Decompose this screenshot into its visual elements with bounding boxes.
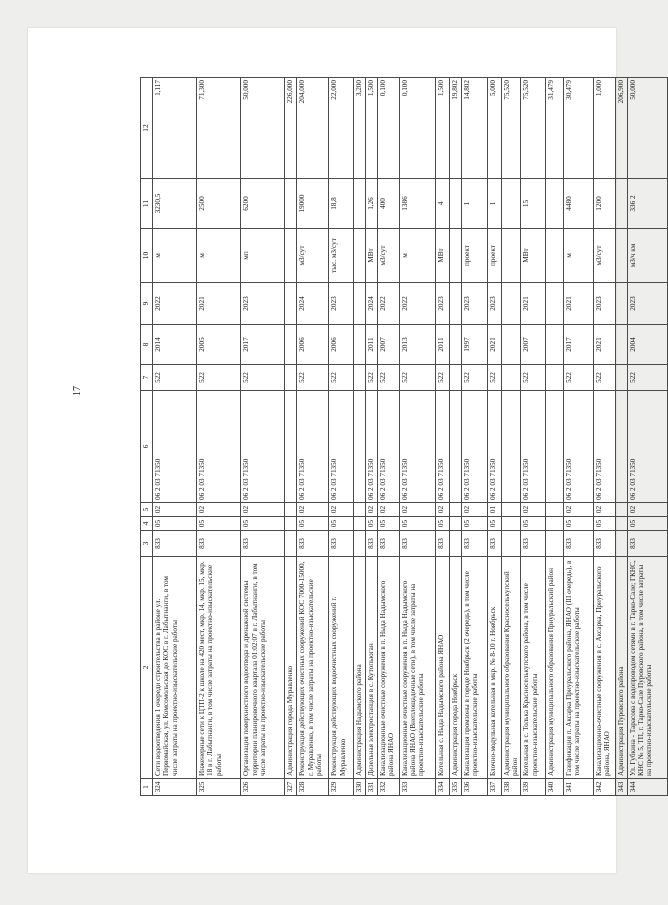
table-cell: 2021 bbox=[563, 283, 593, 325]
table-cell: 833 bbox=[593, 531, 615, 557]
table-cell: 833 bbox=[297, 531, 329, 557]
table-cell: 2500 bbox=[197, 179, 241, 229]
table-cell: 833 bbox=[627, 531, 667, 557]
table-cell: 226,000 bbox=[285, 78, 297, 179]
table-cell: 833 bbox=[329, 531, 353, 557]
table-cell bbox=[545, 179, 563, 229]
table-cell: 2023 bbox=[435, 283, 449, 325]
header-cell: 7 bbox=[141, 365, 153, 391]
table-cell bbox=[449, 365, 461, 391]
table-cell: 326 bbox=[241, 779, 285, 796]
table-cell bbox=[353, 229, 365, 283]
table-cell: 06 2 03 71350 bbox=[461, 391, 487, 503]
table-cell: 522 bbox=[297, 365, 329, 391]
table-cell: 522 bbox=[487, 365, 501, 391]
table-cell: 02 bbox=[593, 503, 615, 517]
table-row bbox=[563, 78, 593, 796]
table-cell: 833 bbox=[461, 531, 487, 557]
table-cell: 206,900 bbox=[615, 78, 627, 179]
table-cell bbox=[501, 283, 521, 325]
table-cell bbox=[615, 503, 627, 517]
table-cell: 330 bbox=[353, 779, 365, 796]
table-row bbox=[461, 78, 487, 796]
table-cell: 2007 bbox=[521, 325, 545, 365]
table-cell bbox=[285, 229, 297, 283]
table-cell: Администрация города Муравленко bbox=[285, 557, 297, 779]
table-cell: Канализационные очистные сооружения в п. Ныда Надымского района ЯНАО (Внеплощадочные сети), в том числе затраты на проектно-изыскательские работы bbox=[399, 557, 435, 779]
table-cell bbox=[285, 503, 297, 517]
table-cell: 30,479 bbox=[563, 78, 593, 179]
table-cell: 522 bbox=[377, 365, 399, 391]
table-cell: 6200 bbox=[241, 179, 285, 229]
table-cell: Канализационно-очистные сооружения в с. Аксарка, Приуральского района, ЯНАО bbox=[593, 557, 615, 779]
table-cell: 2005 bbox=[197, 325, 241, 365]
table-cell: 06 2 03 71350 bbox=[399, 391, 435, 503]
table-cell: 1 bbox=[461, 179, 487, 229]
table-cell: 4480 bbox=[563, 179, 593, 229]
table-cell: 522 bbox=[197, 365, 241, 391]
table-cell bbox=[545, 517, 563, 531]
table-row bbox=[365, 78, 377, 796]
table-cell bbox=[285, 391, 297, 503]
table-row bbox=[501, 78, 521, 796]
table-cell bbox=[501, 325, 521, 365]
table-cell: Администрация Пуровского района bbox=[615, 557, 627, 779]
header-cell: 6 bbox=[141, 391, 153, 503]
table-cell bbox=[545, 283, 563, 325]
table-cell bbox=[615, 179, 627, 229]
table-cell: 522 bbox=[329, 365, 353, 391]
table-cell: 522 bbox=[593, 365, 615, 391]
table-row bbox=[521, 78, 545, 796]
table-cell: Администрация муниципального образования Красноселькупский район bbox=[501, 557, 521, 779]
table-cell: 05 bbox=[153, 517, 197, 531]
table-cell: 06 2 03 71350 bbox=[435, 391, 449, 503]
table-cell: 02 bbox=[627, 503, 667, 517]
table-cell: м bbox=[153, 229, 197, 283]
table-cell bbox=[501, 503, 521, 517]
table-cell bbox=[545, 229, 563, 283]
table-cell bbox=[353, 325, 365, 365]
table-cell: 02 bbox=[563, 503, 593, 517]
table-row bbox=[435, 78, 449, 796]
table-cell: 332 bbox=[377, 779, 399, 796]
header-cell: 8 bbox=[141, 325, 153, 365]
table-cell: 1,117 bbox=[153, 78, 197, 179]
table-cell: 02 bbox=[197, 503, 241, 517]
table-cell: 833 bbox=[365, 531, 377, 557]
table-cell: м3/ч км bbox=[627, 229, 667, 283]
table-cell bbox=[449, 503, 461, 517]
budget-table bbox=[140, 77, 668, 796]
table-cell: 06 2 03 71350 bbox=[297, 391, 329, 503]
table-cell bbox=[285, 325, 297, 365]
table-cell: 02 bbox=[365, 503, 377, 517]
table-cell: 05 bbox=[435, 517, 449, 531]
table-row bbox=[153, 78, 197, 796]
table-cell: 02 bbox=[461, 503, 487, 517]
table-cell: 342 bbox=[593, 779, 615, 796]
table-cell: 1997 bbox=[461, 325, 487, 365]
table-cell bbox=[353, 503, 365, 517]
header-cell: 10 bbox=[141, 229, 153, 283]
table-cell: 2004 bbox=[627, 325, 667, 365]
table-cell: 2024 bbox=[297, 283, 329, 325]
table-row bbox=[545, 78, 563, 796]
table-cell: 02 bbox=[521, 503, 545, 517]
table-cell bbox=[615, 531, 627, 557]
table-cell: Дизельная электростанция в с. Кутопьюган bbox=[365, 557, 377, 779]
header-cell: 1 bbox=[141, 779, 153, 796]
table-cell: 02 bbox=[153, 503, 197, 517]
table-cell bbox=[353, 391, 365, 503]
header-cell: 9 bbox=[141, 283, 153, 325]
table-cell: 2021 bbox=[593, 325, 615, 365]
table-cell: 05 bbox=[563, 517, 593, 531]
table-cell bbox=[615, 283, 627, 325]
table-cell: Организация поверхностного водоотвода и дренажной системы территории планировочного квартала 01:02:07 в г. Лабытнанги, в том числе затраты на проектно-изыскательские работы bbox=[241, 557, 285, 779]
table-cell bbox=[353, 365, 365, 391]
table-cell bbox=[449, 517, 461, 531]
table-cell: Реконструкция действующих водоочистных сооружений г. Муравленко bbox=[329, 557, 353, 779]
rotated-table-wrapper bbox=[140, 78, 668, 796]
table-cell: 2023 bbox=[241, 283, 285, 325]
table-cell: 50,000 bbox=[241, 78, 285, 179]
table-cell: 2006 bbox=[297, 325, 329, 365]
table-cell: Канализация промзоны в городе Ноябрьск (2 очередь), в том числе проектно-изыскательские работы bbox=[461, 557, 487, 779]
table-cell: 833 bbox=[435, 531, 449, 557]
table-cell: 05 bbox=[593, 517, 615, 531]
table-body bbox=[153, 78, 668, 796]
table-cell: 522 bbox=[241, 365, 285, 391]
table-cell bbox=[501, 229, 521, 283]
table-cell: м3/сут bbox=[377, 229, 399, 283]
table-cell: 1 bbox=[487, 179, 501, 229]
table-cell: 2011 bbox=[435, 325, 449, 365]
table-cell: 15 bbox=[521, 179, 545, 229]
table-cell: МВт bbox=[435, 229, 449, 283]
table-cell: тыс. м3/сут bbox=[329, 229, 353, 283]
table-cell bbox=[449, 179, 461, 229]
table-cell: 50,000 bbox=[627, 78, 667, 179]
table-cell bbox=[353, 283, 365, 325]
table-cell: Сети водоотведения 1 очереди строительства в районе ул. Первомайская, ул. Комсомольская до КОС в г. Лабытнанги, в том числе затраты на проектно-изыскательские работы bbox=[153, 557, 197, 779]
table-cell: 0,100 bbox=[377, 78, 399, 179]
table-cell: 2023 bbox=[487, 283, 501, 325]
table-cell bbox=[501, 391, 521, 503]
table-cell: Газификация п. Аксарка Приуральского района, ЯНАО (III очередь), в том числе затраты на проектно-изыскательские работы bbox=[563, 557, 593, 779]
table-cell: 2023 bbox=[627, 283, 667, 325]
table-cell: 324 bbox=[153, 779, 197, 796]
table-cell: 1,26 bbox=[365, 179, 377, 229]
header-row bbox=[141, 78, 153, 796]
table-cell: м bbox=[197, 229, 241, 283]
table-cell: 522 bbox=[521, 365, 545, 391]
table-cell: м3/сут bbox=[297, 229, 329, 283]
table-cell: 344 bbox=[627, 779, 667, 796]
table-cell: 833 bbox=[197, 531, 241, 557]
table-cell: мп bbox=[241, 229, 285, 283]
table-cell: 522 bbox=[365, 365, 377, 391]
table-cell: 75,520 bbox=[521, 78, 545, 179]
table-cell bbox=[615, 229, 627, 283]
table-cell bbox=[545, 531, 563, 557]
table-cell: 18,8 bbox=[329, 179, 353, 229]
table-cell: 333 bbox=[399, 779, 435, 796]
table-cell: 05 bbox=[399, 517, 435, 531]
table-cell: проект bbox=[487, 229, 501, 283]
table-cell: 22,000 bbox=[329, 78, 353, 179]
table-cell: Котельная с. Ныда Надымского района ЯНАО bbox=[435, 557, 449, 779]
table-cell bbox=[285, 531, 297, 557]
table-cell: 336 bbox=[461, 779, 487, 796]
table-cell: 833 bbox=[399, 531, 435, 557]
table-cell: 06 2 03 71350 bbox=[593, 391, 615, 503]
table-cell: Канализационные очистные сооружения в п. Ныда Надымского района ЯНАО bbox=[377, 557, 399, 779]
table-cell: 335 bbox=[449, 779, 461, 796]
table-cell: 2023 bbox=[329, 283, 353, 325]
table-cell bbox=[285, 179, 297, 229]
table-cell: 340 bbox=[545, 779, 563, 796]
table-cell bbox=[353, 517, 365, 531]
table-cell: 31,479 bbox=[545, 78, 563, 179]
table-cell: 2021 bbox=[487, 325, 501, 365]
table-cell: 522 bbox=[563, 365, 593, 391]
table-cell: 19,802 bbox=[449, 78, 461, 179]
table-cell: 2021 bbox=[521, 283, 545, 325]
table-cell: 2011 bbox=[365, 325, 377, 365]
table-cell: 331 bbox=[365, 779, 377, 796]
table-cell: 05 bbox=[627, 517, 667, 531]
table-cell: 06 2 03 71350 bbox=[241, 391, 285, 503]
table-cell: 05 bbox=[241, 517, 285, 531]
table-cell: проект bbox=[461, 229, 487, 283]
table-cell: 3,200 bbox=[353, 78, 365, 179]
table-cell: 0,100 bbox=[399, 78, 435, 179]
page-number: 17 bbox=[72, 386, 83, 396]
table-cell bbox=[501, 531, 521, 557]
table-cell: 339 bbox=[521, 779, 545, 796]
table-cell: 2022 bbox=[377, 283, 399, 325]
table-cell: 19000 bbox=[297, 179, 329, 229]
table-row bbox=[241, 78, 285, 796]
table-cell: Ул. Губкина - Тарасова с водопроводом сетями в г. Тарко-Сале; ГКНС, КНС № 5, ТП, г. Тарко-Сале Пуровского района, в том числе затраты на проектно-изыскательские работы bbox=[627, 557, 667, 779]
table-cell: 4 bbox=[435, 179, 449, 229]
table-cell: м bbox=[399, 229, 435, 283]
table-cell: 02 bbox=[435, 503, 449, 517]
table-cell bbox=[545, 503, 563, 517]
header-cell: 2 bbox=[141, 557, 153, 779]
table-cell: 522 bbox=[627, 365, 667, 391]
table-cell bbox=[285, 283, 297, 325]
table-cell: 06 2 03 71350 bbox=[365, 391, 377, 503]
table-cell: 327 bbox=[285, 779, 297, 796]
header-cell: 3 bbox=[141, 531, 153, 557]
table-cell: 2023 bbox=[593, 283, 615, 325]
document-page bbox=[28, 28, 654, 873]
table-cell bbox=[449, 391, 461, 503]
table-cell: 05 bbox=[365, 517, 377, 531]
table-cell: 06 2 03 71350 bbox=[377, 391, 399, 503]
header-cell: 12 bbox=[141, 78, 153, 179]
table-cell: 1200 bbox=[593, 179, 615, 229]
table-cell: 05 bbox=[297, 517, 329, 531]
table-row bbox=[297, 78, 329, 796]
table-cell: 328 bbox=[297, 779, 329, 796]
table-cell: 2013 bbox=[399, 325, 435, 365]
table-cell: 522 bbox=[399, 365, 435, 391]
table-cell: Инженерные сети к ЦТП-2 к школе на 420 мест, мкр. 14, мкр. 15, мкр. 18 в г. Лабытнанги, в том числе затраты на проектно-изыскательские работы bbox=[197, 557, 241, 779]
table-cell bbox=[449, 531, 461, 557]
table-cell: 2021 bbox=[197, 283, 241, 325]
table-row bbox=[329, 78, 353, 796]
table-row bbox=[487, 78, 501, 796]
table-cell: 343 bbox=[615, 779, 627, 796]
table-cell: 833 bbox=[153, 531, 197, 557]
table-cell bbox=[285, 365, 297, 391]
table-cell: 06 2 03 71350 bbox=[563, 391, 593, 503]
table-cell: 02 bbox=[297, 503, 329, 517]
table-cell bbox=[501, 179, 521, 229]
table-cell: МВт bbox=[521, 229, 545, 283]
table-cell: 2024 bbox=[365, 283, 377, 325]
table-cell bbox=[615, 391, 627, 503]
table-cell bbox=[353, 531, 365, 557]
table-cell: 05 bbox=[197, 517, 241, 531]
table-cell: Реконструкция действующих очистных сооружений КОС 7000-15000, г. Муравленко, в том числе затраты на проектно-изыскательские работы bbox=[297, 557, 329, 779]
table-cell: Котельная в с. Толька Красноселькупского района, в том числе проектно-изыскательские работы bbox=[521, 557, 545, 779]
table-cell bbox=[545, 391, 563, 503]
table-cell: 833 bbox=[521, 531, 545, 557]
table-cell: 02 bbox=[399, 503, 435, 517]
table-cell: 02 bbox=[241, 503, 285, 517]
table-cell bbox=[449, 283, 461, 325]
table-row bbox=[377, 78, 399, 796]
table-cell: 2014 bbox=[153, 325, 197, 365]
table-cell: 2007 bbox=[377, 325, 399, 365]
table-cell bbox=[353, 179, 365, 229]
table-cell: 833 bbox=[487, 531, 501, 557]
table-cell: 334 bbox=[435, 779, 449, 796]
table-cell: Блочно-модульная котельная в мкр. № 8-10 г. Ноябрьск bbox=[487, 557, 501, 779]
table-cell: м bbox=[563, 229, 593, 283]
table-cell: 1386 bbox=[399, 179, 435, 229]
table-cell: 14,802 bbox=[461, 78, 487, 179]
table-cell bbox=[545, 325, 563, 365]
table-cell: 1,500 bbox=[435, 78, 449, 179]
table-cell: 2017 bbox=[563, 325, 593, 365]
table-cell bbox=[615, 325, 627, 365]
table-cell: 06 2 03 71350 bbox=[521, 391, 545, 503]
table-cell: 341 bbox=[563, 779, 593, 796]
table-cell bbox=[545, 365, 563, 391]
table-row bbox=[615, 78, 627, 796]
table-cell bbox=[615, 365, 627, 391]
table-cell: 05 bbox=[329, 517, 353, 531]
table-cell: Администрация Надымского района bbox=[353, 557, 365, 779]
table-cell: 522 bbox=[461, 365, 487, 391]
table-cell: 2006 bbox=[329, 325, 353, 365]
table-row bbox=[593, 78, 615, 796]
table-cell bbox=[501, 365, 521, 391]
table-cell: 338 bbox=[501, 779, 521, 796]
table-cell: МВт bbox=[365, 229, 377, 283]
table-cell: 02 bbox=[329, 503, 353, 517]
table-cell bbox=[501, 517, 521, 531]
table-cell: 337 bbox=[487, 779, 501, 796]
table-cell: 06 2 03 71350 bbox=[487, 391, 501, 503]
table-cell: 75,520 bbox=[501, 78, 521, 179]
table-cell: 3230,5 bbox=[153, 179, 197, 229]
table-cell bbox=[285, 517, 297, 531]
header-cell: 4 bbox=[141, 517, 153, 531]
table-cell: 05 bbox=[521, 517, 545, 531]
table-cell: 05 bbox=[461, 517, 487, 531]
table-row bbox=[399, 78, 435, 796]
table-cell: 1,000 bbox=[593, 78, 615, 179]
table-cell bbox=[449, 325, 461, 365]
table-cell: 204,000 bbox=[297, 78, 329, 179]
table-cell: 06 2 03 71350 bbox=[627, 391, 667, 503]
table-cell: 2017 bbox=[241, 325, 285, 365]
table-cell: Администрация муниципального образования Приуральский район bbox=[545, 557, 563, 779]
table-cell: Администрация города Ноябрьск bbox=[449, 557, 461, 779]
table-cell: 329 bbox=[329, 779, 353, 796]
table-cell: 02 bbox=[377, 503, 399, 517]
table-cell: 522 bbox=[435, 365, 449, 391]
header-cell: 11 bbox=[141, 179, 153, 229]
table-cell: 2022 bbox=[399, 283, 435, 325]
table-cell: 06 2 03 71350 bbox=[153, 391, 197, 503]
table-row bbox=[353, 78, 365, 796]
table-cell: 05 bbox=[487, 517, 501, 531]
table-cell: 71,300 bbox=[197, 78, 241, 179]
table-cell: 522 bbox=[153, 365, 197, 391]
table-cell: 05 bbox=[377, 517, 399, 531]
table-cell: 2023 bbox=[461, 283, 487, 325]
table-cell: 400 bbox=[377, 179, 399, 229]
table-cell: 336 2 bbox=[627, 179, 667, 229]
table-cell: 06 2 03 71350 bbox=[329, 391, 353, 503]
table-cell bbox=[615, 517, 627, 531]
table-row bbox=[627, 78, 667, 796]
table-cell: 833 bbox=[241, 531, 285, 557]
header-cell: 5 bbox=[141, 503, 153, 517]
table-row bbox=[285, 78, 297, 796]
table-cell bbox=[449, 229, 461, 283]
table-cell: 833 bbox=[563, 531, 593, 557]
table-cell: 1,500 bbox=[365, 78, 377, 179]
table-row bbox=[197, 78, 241, 796]
table-cell: 325 bbox=[197, 779, 241, 796]
table-cell: м3/сут bbox=[593, 229, 615, 283]
table-cell: 06 2 03 71350 bbox=[197, 391, 241, 503]
table-cell: 01 bbox=[487, 503, 501, 517]
table-row bbox=[449, 78, 461, 796]
table-cell: 833 bbox=[377, 531, 399, 557]
table-cell: 2022 bbox=[153, 283, 197, 325]
table-cell: 5,000 bbox=[487, 78, 501, 179]
